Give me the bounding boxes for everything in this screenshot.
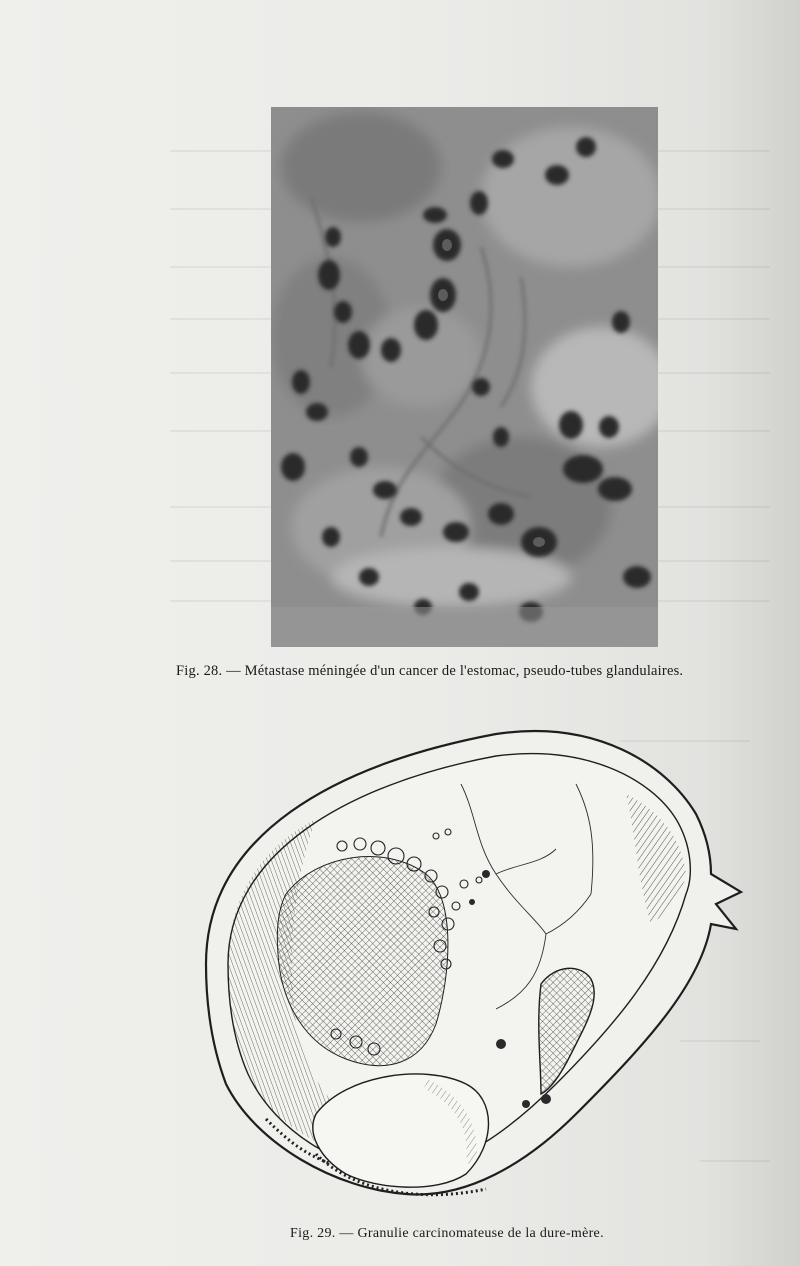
- figure-29-caption: [290, 1226, 604, 1242]
- figure-28-caption-text: — Métastase méningée d'un cancer de l'estomac, pseudo-tubes glandulaires.: [226, 663, 684, 679]
- figure-28-label: Fig. 28.: [176, 663, 223, 679]
- figure-29-label: Fig. 29.: [290, 1226, 336, 1241]
- figure-28-caption: [176, 663, 683, 680]
- figure-29-engraving: [196, 724, 748, 1212]
- figure-29-caption-text: — Granulie carcinomateuse de la dure-mère.: [339, 1226, 604, 1241]
- figure-28-photomicrograph: [271, 107, 658, 647]
